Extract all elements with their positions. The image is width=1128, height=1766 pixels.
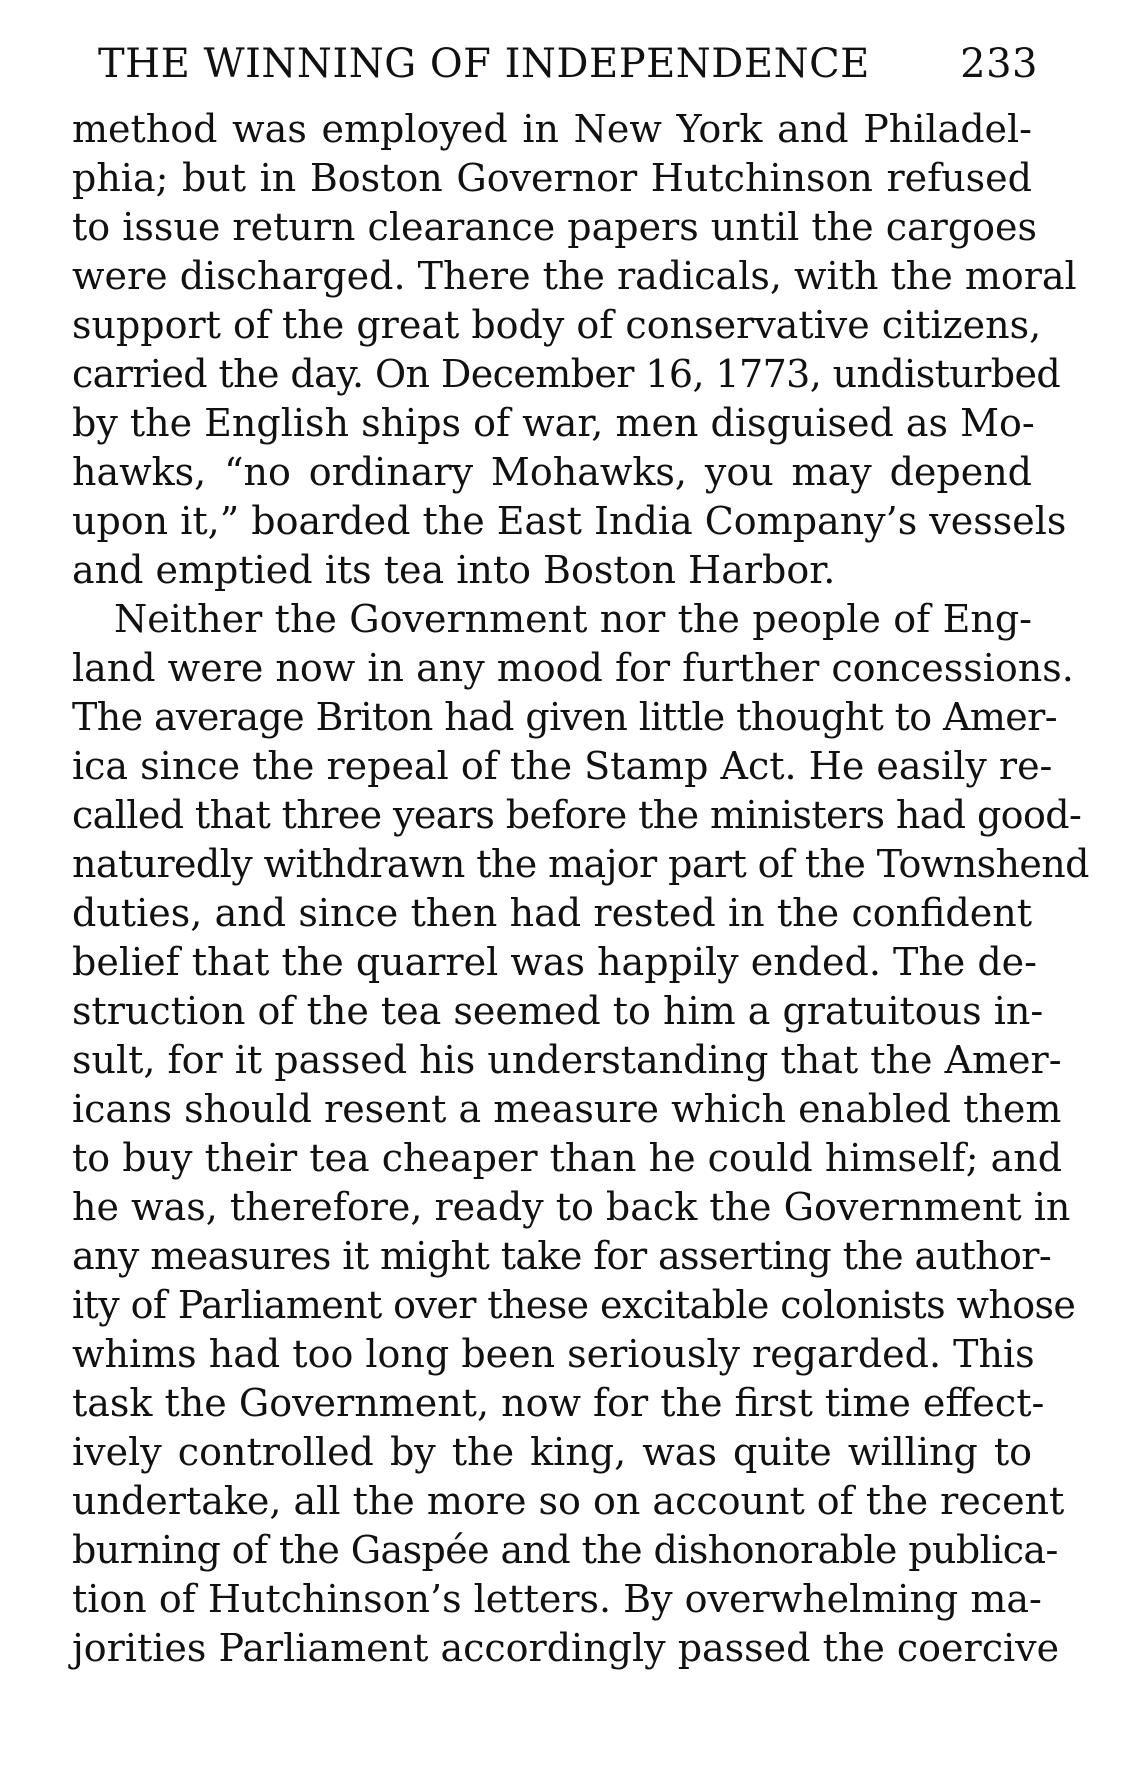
text-line: hawks, “no ordinary Mohawks, you may depend bbox=[72, 450, 1032, 494]
text-line: tion of Hutchinson’s letters. By overwhelming ma- bbox=[72, 1577, 1042, 1621]
text-line: duties, and since then had rested in the confident bbox=[72, 891, 1032, 935]
text-line: land were now in any mood for further concessions. bbox=[72, 646, 1074, 690]
text-line: to issue return clearance papers until the cargoes bbox=[72, 205, 1038, 249]
text-line: any measures it might take for asserting the author- bbox=[72, 1234, 1052, 1278]
text-line: were discharged. There the radicals, with the moral bbox=[72, 254, 1077, 298]
body-text bbox=[72, 105, 1089, 1673]
text-line: upon it,” boarded the East India Company’s vessels bbox=[72, 499, 1067, 543]
text-line: method was employed in New York and Philadel- bbox=[72, 107, 1032, 151]
text-line: phia; but in Boston Governor Hutchinson refused bbox=[72, 156, 1032, 200]
text-line: he was, therefore, ready to back the Government in bbox=[72, 1185, 1071, 1229]
text-line: naturedly withdrawn the major part of the Townshend bbox=[72, 842, 1089, 886]
text-line: belief that the quarrel was happily ended. The de- bbox=[72, 940, 1038, 984]
text-line: called that three years before the ministers had good- bbox=[72, 793, 1082, 837]
text-line: ity of Parliament over these excitable colonists whose bbox=[72, 1283, 1076, 1327]
text-line: struction of the tea seemed to him a gratuitous in- bbox=[72, 989, 1044, 1033]
text-line: by the English ships of war, men disguised as Mo- bbox=[72, 401, 1035, 445]
text-line: to buy their tea cheaper than he could himself; and bbox=[72, 1136, 1063, 1180]
text-line: jorities Parliament accordingly passed the coercive bbox=[72, 1626, 1060, 1670]
text-line: and emptied its tea into Boston Harbor. bbox=[72, 548, 836, 592]
text-line: The average Briton had given little thought to Amer- bbox=[72, 695, 1057, 739]
text-line: ica since the repeal of the Stamp Act. He easily re- bbox=[72, 744, 1053, 788]
text-line: sult, for it passed his understanding that the Amer- bbox=[72, 1038, 1062, 1082]
text-line: burning of the Gaspée and the dishonorable publica- bbox=[72, 1528, 1058, 1572]
text-line: undertake, all the more so on account of the recent bbox=[72, 1479, 1065, 1523]
running-header bbox=[98, 34, 1038, 94]
text-line: ively controlled by the king, was quite willing to bbox=[72, 1430, 1032, 1474]
text-line: support of the great body of conservative citizens, bbox=[72, 303, 1042, 347]
page-number: 233 bbox=[960, 41, 1038, 87]
running-title: THE WINNING OF INDEPENDENCE bbox=[98, 41, 870, 87]
text-line: carried the day. On December 16, 1773, undisturbed bbox=[72, 352, 1061, 396]
text-line: icans should resent a measure which enabled them bbox=[72, 1087, 1062, 1131]
text-line: Neither the Government nor the people of Eng- bbox=[114, 597, 1032, 641]
text-line: whims had too long been seriously regarded. This bbox=[72, 1332, 1035, 1376]
text-line: task the Government, now for the first time effect- bbox=[72, 1381, 1045, 1425]
